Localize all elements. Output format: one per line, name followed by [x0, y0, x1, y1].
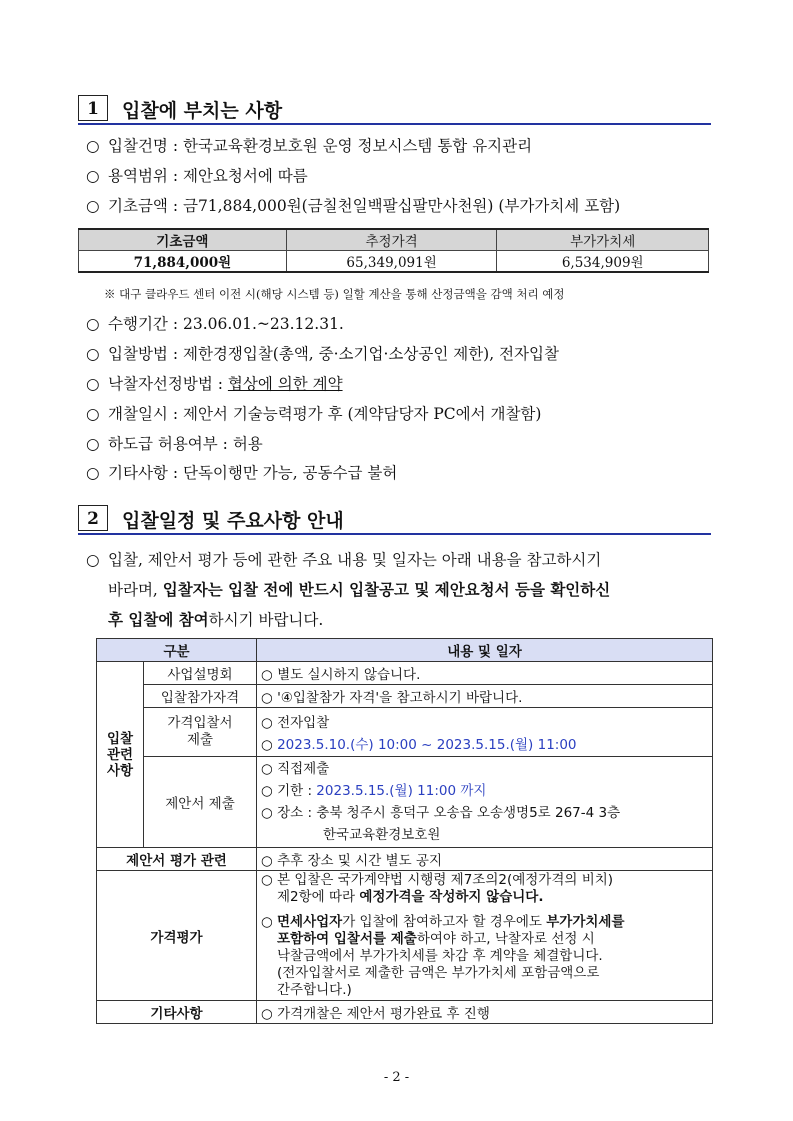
list-item: ○ 용역범위 : 제안요청서에 따름	[86, 167, 308, 185]
section-1-header	[78, 95, 711, 125]
table-cell: ○ 본 입찰은 국가계약법 시행령 제7조의2(예정가격의 비치) 제2항에 따라 예정가격을 작성하지 않습니다. ○ 면세사업자가 입찰에 참여하고자 할 경우에도 부가가치세를 포함하여 입찰서를 제출하여야 하고, 낙찰자로 선정 시 낙찰금액에서 부가가치세를 차감 후 계약을 체결합니다. (전자입찰서로 제출한 금액은 부가가치세 포함금액으로 간주합니다.)	[257, 871, 713, 1001]
list-item: ○ 기타사항 : 단독이행만 가능, 공동수급 불허	[86, 464, 398, 482]
row-label: 사업설명회	[144, 662, 257, 685]
schedule-table	[96, 638, 713, 1024]
table-header: 부가가치세	[497, 229, 709, 251]
table-cell: ○ 전자입찰 ○ 2023.5.10.(수) 10:00 ~ 2023.5.15.(월) 11:00	[257, 708, 713, 757]
price-table	[78, 228, 709, 273]
row-label: 입찰참가자격	[144, 685, 257, 708]
row-label: 제안서 제출	[144, 757, 257, 848]
section-2-header	[78, 505, 711, 535]
table-cell: 6,534,909원	[497, 251, 709, 273]
list-item: ○ 기초금액 : 금71,884,000원(금칠천일백팔십팔만사천원) (부가가치세 포함)	[86, 197, 621, 215]
list-item: ○ 하도급 허용여부 : 허용	[86, 435, 263, 453]
group-label: 입찰 관련 사항	[97, 662, 144, 848]
row-label: 가격입찰서 제출	[144, 708, 257, 757]
section-number: 1	[78, 95, 108, 121]
page-number: - 2 -	[383, 1070, 410, 1085]
table-cell: ○ 직접제출 ○ 기한 : 2023.5.15.(월) 11:00 까지 ○ 장소 : 충북 청주시 흥덕구 오송읍 오송생명5로 267-4 3층 한국교육환경보호원	[257, 757, 713, 848]
row-label: 제안서 평가 관련	[97, 848, 257, 871]
table-cell: ○ '④입찰참가 자격'을 참고하시기 바랍니다.	[257, 685, 713, 708]
row-label: 기타사항	[97, 1001, 257, 1024]
table-cell: ○ 별도 실시하지 않습니다.	[257, 662, 713, 685]
list-item: ○ 낙찰자선정방법 : 협상에 의한 계약	[86, 375, 343, 393]
list-item: ○ 개찰일시 : 제안서 기술능력평가 후 (계약담당자 PC에서 개찰함)	[86, 405, 542, 423]
table-cell: 71,884,000원	[79, 251, 287, 273]
table-cell: 65,349,091원	[286, 251, 497, 273]
table-header: 기초금액	[79, 229, 287, 251]
table-header: 구분	[97, 639, 257, 662]
table-cell: ○ 추후 장소 및 시간 별도 공지	[257, 848, 713, 871]
note: ※ 대구 클라우드 센터 이전 시(해당 시스템 등) 일할 계산을 통해 산정금액을 감액 처리 예정	[104, 287, 565, 301]
list-item: ○ 수행기간 : 23.06.01.~23.12.31.	[86, 315, 344, 333]
list-item: ○ 입찰방법 : 제한경쟁입찰(총액, 중·소기업·소상공인 제한), 전자입찰	[86, 345, 559, 363]
table-cell: ○ 가격개찰은 제안서 평가완료 후 진행	[257, 1001, 713, 1024]
row-label: 가격평가	[97, 871, 257, 1001]
table-header: 추정가격	[286, 229, 497, 251]
intro-paragraph: ○ 입찰, 제안서 평가 등에 관한 주요 내용 및 일자는 아래 내용을 참고하시기 바라며, 입찰자는 입찰 전에 반드시 입찰공고 및 제안요청서 등을 확인하신 후 입찰에 참여하시기 바랍니다.	[86, 551, 611, 629]
list-item: ○ 입찰건명 : 한국교육환경보호원 운영 정보시스템 통합 유지관리	[86, 137, 533, 155]
table-header: 내용 및 일자	[257, 639, 713, 662]
section-title: 입찰에 부치는 사항	[122, 100, 283, 122]
section-number: 2	[78, 505, 108, 531]
section-title: 입찰일정 및 주요사항 안내	[122, 510, 344, 532]
